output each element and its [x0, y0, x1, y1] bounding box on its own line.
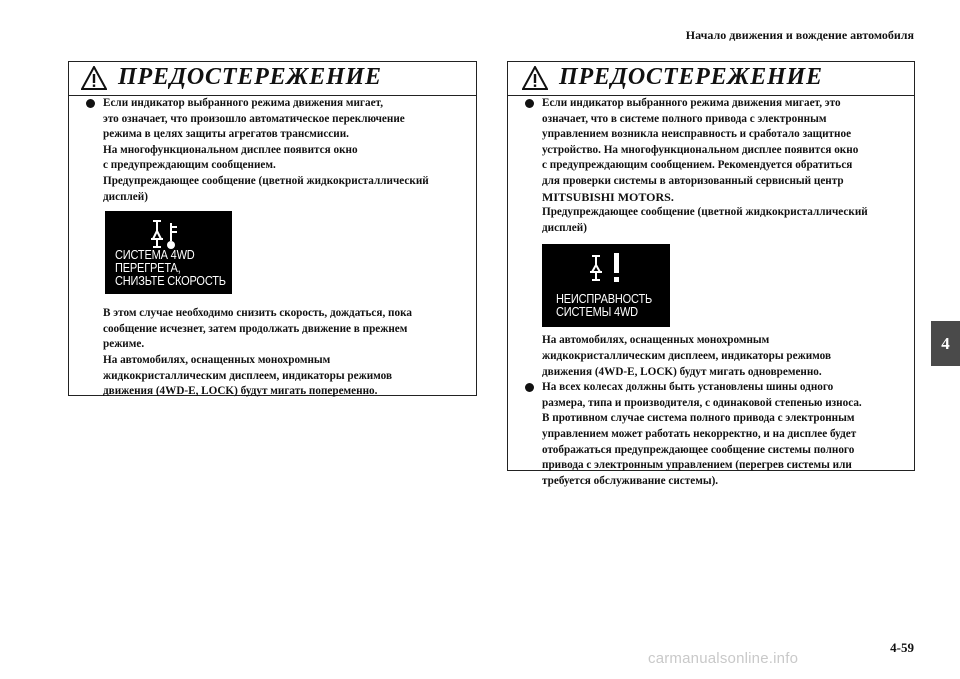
text-line: движения (4WD-E, LOCK) будут мигать одновременно.	[542, 365, 822, 378]
display-line: НЕИСПРАВНОСТЬ	[556, 292, 653, 307]
text-line: дисплей)	[542, 221, 587, 234]
text-line: режиме.	[103, 338, 145, 351]
text-line: управлением может работать некорректно, и на дисплее будет	[542, 427, 857, 440]
text-line: устройство. На многофункциональном дисплее появится окно	[542, 143, 859, 156]
display-message-text	[115, 249, 226, 288]
text-line: означает, что в системе полного привода с электронным	[542, 112, 827, 125]
warning-paragraph	[79, 306, 466, 400]
text-line: Предупреждающее сообщение (цветной жидкокристаллический	[103, 174, 429, 187]
text-line: На всех колесах должны быть установлены шины одного	[542, 381, 834, 394]
bullet-dot	[86, 99, 95, 108]
page-header-title: Начало движения и вождение автомобиля	[685, 28, 914, 42]
text-line: размера, типа и производителя, с одинаковой степенью износа.	[542, 396, 862, 409]
text-line: с предупреждающим сообщением.	[103, 159, 276, 172]
warning-box-left	[68, 61, 477, 396]
display-line: СИСТЕМЫ 4WD	[556, 305, 638, 320]
text-line: с предупреждающим сообщением. Рекомендуется обратиться	[542, 159, 853, 172]
warning-triangle-icon	[522, 66, 548, 90]
text-line: жидкокристаллическим дисплеем, индикаторы режимов	[542, 349, 831, 362]
display-message-image	[105, 211, 232, 294]
page-number: 4-59	[890, 640, 914, 655]
bullet-dot	[525, 99, 534, 108]
warning-paragraph	[518, 333, 904, 380]
warning-bullet	[518, 380, 904, 489]
text-line: В противном случае система полного привода с электронным	[542, 412, 855, 425]
text-line: режима в целях защиты агрегатов трансмиссии.	[103, 128, 349, 141]
text-line: движения (4WD-E, LOCK) будут мигать попеременно.	[103, 385, 378, 398]
text-line: отображаться предупреждающее сообщение системы полного	[542, 443, 855, 456]
display-line: СНИЗЬТЕ СКОРОСТЬ	[115, 274, 226, 289]
text-line: Если индикатор выбранного режима движения мигает, это	[542, 97, 841, 109]
display-line: СИСТЕМА 4WD	[115, 248, 195, 263]
text-line: Предупреждающее сообщение (цветной жидкокристаллический	[542, 206, 868, 219]
bullet-dot	[525, 383, 534, 392]
chapter-tab: 4	[931, 321, 960, 366]
warning-triangle-icon	[81, 66, 107, 90]
text-line: На автомобилях, оснащенных монохромным	[103, 353, 331, 366]
display-message-text	[556, 293, 652, 319]
text-line: MITSUBISHI MOTORS.	[542, 189, 674, 204]
text-line: В этом случае необходимо снизить скорость, дождаться, пока	[103, 307, 412, 320]
watermark: carmanualsonline.info	[648, 650, 799, 667]
text-line: На автомобилях, оснащенных монохромным	[542, 334, 770, 347]
4wd-fault-icon	[586, 250, 634, 286]
text-line: дисплей)	[103, 190, 148, 203]
warning-title: ПРЕДОСТЕРЕЖЕНИЕ	[559, 64, 823, 90]
warning-header	[69, 62, 476, 96]
warning-title: ПРЕДОСТЕРЕЖЕНИЕ	[118, 64, 382, 90]
warning-box-right	[507, 61, 915, 487]
text-line: это означает, что произошло автоматическое переключение	[103, 112, 405, 125]
text-line: Если индикатор выбранного режима движения мигает,	[103, 97, 384, 109]
text-line: На многофункциональном дисплее появится окно	[103, 143, 358, 156]
display-line: ПЕРЕГРЕТА,	[115, 261, 181, 276]
warning-bullet	[518, 96, 904, 236]
warning-bullet	[79, 96, 466, 205]
text-line: требуется обслуживание системы).	[542, 474, 719, 487]
text-line: сообщение исчезнет, затем продолжать движение в прежнем	[103, 322, 408, 335]
warning-header	[508, 62, 914, 96]
text-line: для проверки системы в авторизованный сервисный центр	[542, 174, 844, 187]
text-line: привода с электронным управлением (перегрев системы или	[542, 459, 852, 472]
display-message-image	[542, 244, 670, 327]
text-line: управлением возникла неисправность и сработало защитное	[542, 128, 852, 141]
text-line: жидкокристаллическим дисплеем, индикаторы режимов	[103, 369, 392, 382]
